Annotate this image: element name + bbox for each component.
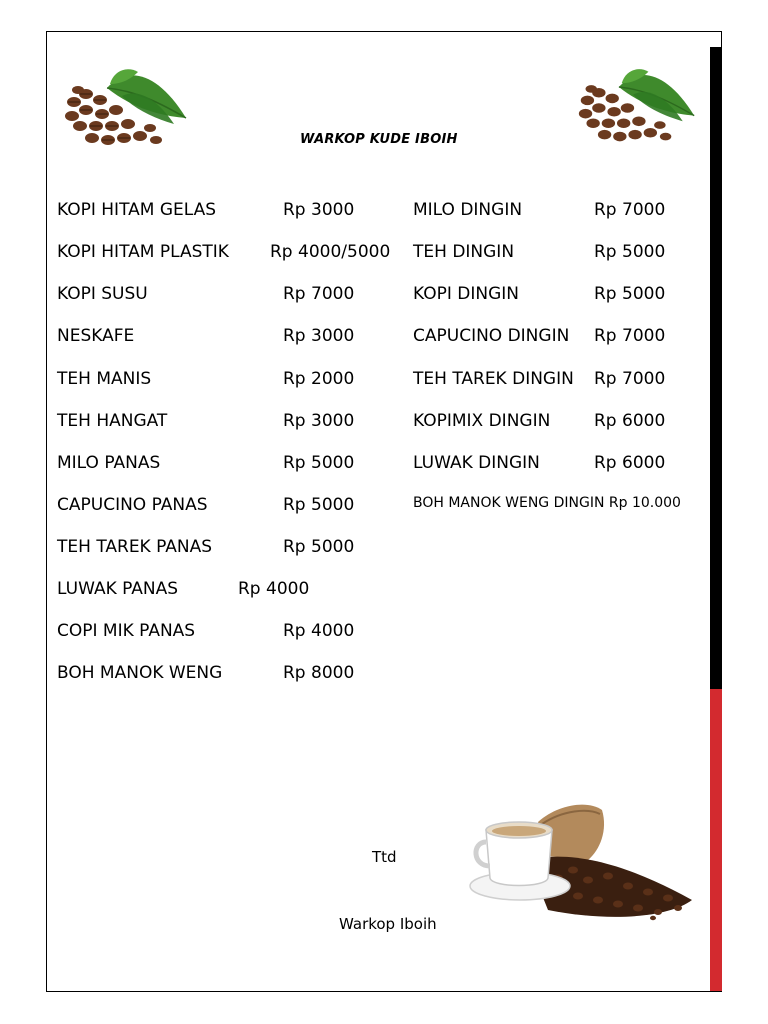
menu-item-price: Rp 7000	[594, 326, 666, 346]
menu-item-name: KOPI DINGIN	[413, 284, 519, 304]
menu-item-name: TEH TAREK DINGIN	[413, 369, 574, 389]
menu-item-price: Rp 3000	[283, 326, 355, 346]
menu-item-name: TEH DINGIN	[413, 242, 515, 262]
menu-item-name: LUWAK DINGIN	[413, 453, 540, 473]
coffee-beans-leaf-icon	[576, 66, 698, 148]
menu-item-price: Rp 6000	[594, 453, 666, 473]
signature-name: Warkop Iboih	[339, 915, 437, 933]
menu-item-name: BOH MANOK WENG	[57, 663, 223, 683]
menu-item-price: Rp 5000	[283, 537, 355, 557]
menu-item-name: TEH HANGAT	[57, 411, 168, 431]
menu-item-name: KOPI HITAM PLASTIK	[57, 242, 229, 262]
menu-item-name: COPI MIK PANAS	[57, 621, 196, 641]
menu-item-price: Rp 7000	[283, 284, 355, 304]
menu-item-name: CAPUCINO PANAS	[57, 495, 208, 515]
menu-item-price: Rp 5000	[594, 242, 666, 262]
menu-item-price: Rp 4000	[238, 579, 310, 599]
menu-item-name: MILO PANAS	[57, 453, 161, 473]
menu-item-price: Rp 3000	[283, 200, 355, 220]
menu-item-price: Rp 4000	[283, 621, 355, 641]
menu-item-name: LUWAK PANAS	[57, 579, 179, 599]
menu-item-price: Rp 6000	[594, 411, 666, 431]
menu-item-price: Rp 5000	[594, 284, 666, 304]
menu-item-name: CAPUCINO DINGIN	[413, 326, 570, 346]
menu-item-price: Rp 7000	[594, 200, 666, 220]
coffee-beans-leaf-icon	[62, 66, 190, 152]
menu-item-name: TEH MANIS	[57, 369, 152, 389]
menu-item-name: MILO DINGIN	[413, 200, 523, 220]
menu-special-item: BOH MANOK WENG DINGIN Rp 10.000	[413, 495, 681, 511]
coffee-cup-beans-icon	[468, 800, 696, 924]
menu-item-price: Rp 3000	[283, 411, 355, 431]
side-bar-red	[710, 689, 722, 991]
menu-item-name: KOPIMIX DINGIN	[413, 411, 551, 431]
menu-item-price: Rp 7000	[594, 369, 666, 389]
ttd-label: Ttd	[372, 848, 397, 866]
menu-item-name: KOPI SUSU	[57, 284, 148, 304]
menu-item-price: Rp 8000	[283, 663, 355, 683]
menu-item-name: TEH TAREK PANAS	[57, 537, 213, 557]
menu-item-name: NESKAFE	[57, 326, 135, 346]
menu-title: WARKOP KUDE IBOIH	[300, 132, 458, 147]
side-bar-black	[710, 47, 722, 689]
menu-item-price: Rp 5000	[283, 453, 355, 473]
menu-item-price: Rp 4000/5000	[270, 242, 391, 262]
menu-item-price: Rp 2000	[283, 369, 355, 389]
menu-item-name: KOPI HITAM GELAS	[57, 200, 217, 220]
menu-item-price: Rp 5000	[283, 495, 355, 515]
